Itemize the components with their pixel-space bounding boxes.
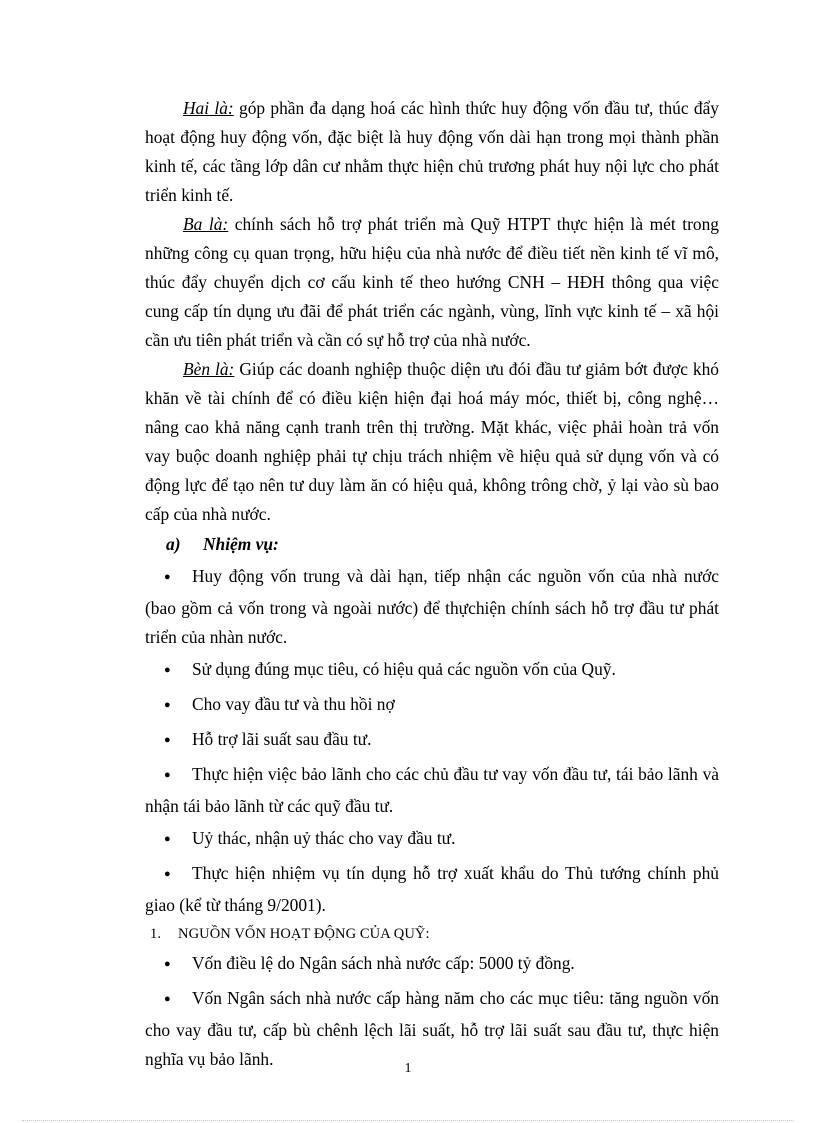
section-heading-sources [145,920,719,949]
bullet-icon [164,760,192,792]
bullet-icon [164,725,192,757]
paragraph-bon-la [145,355,719,529]
paragraph-lead: Bèn là: [183,359,235,379]
bullet-icon [164,655,192,687]
list-item-duty [145,760,719,821]
list-item-duty [145,655,719,687]
list-item-source [145,949,719,981]
list-item-text: Cho vay đầu tư và thu hồi nợ [192,694,395,714]
bullet-icon [164,824,192,856]
list-item-duty [145,859,719,920]
paragraph-text: chính sách hỗ trợ phát triển mà Quỹ HTPT thực hiện là mét trong những công cụ quan trọng, hữu hiệu của nhà nước để điều tiết nền kinh tế vĩ mô, thúc đẩy chuyển dịch cơ cấu kinh tế theo hướng CNH – HĐH thông qua việc cung cấp tín dụng ưu đãi để phát triển các ngành, vùng, lĩnh vực kinh tế – xã hội cần ưu tiên phát triển và cần có sự hỗ trợ của nhà nước. [145,214,719,350]
paragraph-text: Giúp các doanh nghiệp thuộc diện ưu đói đầu tư giảm bớt được khó khăn về tài chính để có điều kiện hiện đại hoá máy móc, thiết bị, công nghệ… nâng cao khả năng cạnh tranh trên thị trường. Mặt khác, việc phải hoàn trả vốn vay buộc doanh nghiệp phải tự chịu trách nhiệm về hiệu quả sử dụng vốn và có động lực để tạo nên tư duy làm ăn có hiệu quả, không trông chờ, ỷ lại vào sù bao cấp của nhà nước. [145,359,720,524]
list-item-duty [145,824,719,856]
bullet-icon [164,690,192,722]
section-number: 1. [150,926,162,942]
bullet-icon [164,562,192,594]
heading-title: Nhiệm vụ: [203,534,279,554]
heading-number: a) [166,534,181,554]
list-item-text: Vốn điều lệ do Ngân sách nhà nước cấp: 5000 tỷ đồng. [192,953,575,973]
list-item-text: Thực hiện việc bảo lãnh cho các chủ đầu tư vay vốn đầu tư, tái bảo lãnh và nhận tái bảo lãnh từ các quỹ đầu tư. [145,764,719,816]
page-number: 1 [404,1061,412,1076]
list-item-text: Thực hiện nhiệm vụ tín dụng hỗ trợ xuất khẩu do Thủ tướng chính phủ giao (kể từ tháng 9/2001). [145,863,719,915]
paragraph-text: góp phần đa dạng hoá các hình thức huy động vốn đầu tư, thúc đẩy hoạt động huy động vốn, đặc biệt là huy động vốn dài hạn trong mọi thành phần kinh tế, các tầng lớp dân cư nhằm thực hiện chủ trương phát huy nội lực cho phát triển kinh tế. [145,98,719,205]
bullet-icon [164,859,192,891]
document-body [145,94,719,1074]
list-item-duty [145,725,719,757]
list-item-text: Sử dụng đúng mục tiêu, có hiệu quả các nguồn vốn của Quỹ. [192,659,616,679]
list-item-duty [145,690,719,722]
paragraph-ba-la [145,210,719,355]
section-title: NGUỒN VỐN HOẠT ĐỘNG CỦA QUỸ: [178,926,430,942]
page-bottom-rule [22,1120,794,1121]
list-item-text: Uỷ thác, nhận uỷ thác cho vay đầu tư. [192,828,456,848]
bullet-icon [164,984,192,1016]
list-item-text: Huy động vốn trung và dài hạn, tiếp nhận các nguồn vốn của nhà nước (bao gồm cả vốn trong và ngoài nước) để thựchiện chính sách hỗ trợ đầu tư phát triển của nhàn nước. [145,566,719,647]
paragraph-hai-la [145,94,719,210]
paragraph-lead: Hai là: [183,98,234,118]
list-item-duty [145,562,719,652]
bullet-icon [164,949,192,981]
list-item-text: Hỗ trợ lãi suất sau đầu tư. [192,729,372,749]
heading-nhiem-vu [166,530,719,559]
list-item-text: Vốn Ngân sách nhà nước cấp hàng năm cho các mục tiêu: tăng nguồn vốn cho vay đầu tư, cấp bù chênh lệch lãi suất, hỗ trợ lãi suất sau đầu tư, thực hiện nghĩa vụ bảo lãnh. [145,988,719,1069]
paragraph-lead: Ba là: [183,214,229,234]
